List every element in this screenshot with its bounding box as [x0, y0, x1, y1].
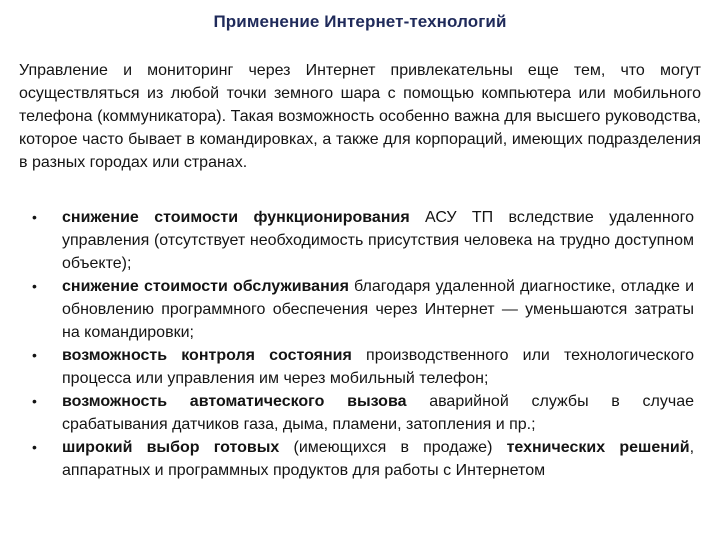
bullet-dot-icon: • [32, 209, 37, 225]
intro-paragraph: Управление и мониторинг через Интернет привлекательны еще тем, что могут осуществляться из любой точки земного шара с помощью компьютера или мобильного телефона (коммуникатора). Такая возможность особенно важна для высшего руководства, которое часто бывает в командировках, а также для корпораций, имеющих подразделения в разных городах или странах. [19, 62, 701, 171]
bullet-item-5 [0, 436, 694, 482]
bullet-item-2 [0, 275, 694, 344]
slide-title: Применение Интернет-технологий [213, 12, 507, 31]
bullet-item-4 [0, 390, 694, 436]
bullet-bold-text: возможность контроля состояния [62, 347, 352, 364]
bullet-text: благодаря удаленной диагностике, отладке и обновлению программного обеспечения через Интернет — уменьшаются затраты на командировки; [62, 278, 694, 341]
bullet-dot-icon: • [32, 439, 37, 455]
bullet-dot-icon: • [32, 393, 37, 409]
bullet-text: (имеющихся в продаже) [279, 439, 507, 456]
bullet-text-2: , аппаратных и программных продуктов для работы с Интернетом [62, 439, 695, 479]
bullet-text: аварийной службы в случае срабатывания датчиков газа, дыма, пламени, затопления и пр.; [62, 393, 694, 433]
bullet-text: АСУ ТП вследствие удаленного управления (отсутствует необходимость присутствия человека на трудно доступном объекте); [62, 209, 695, 272]
bullet-text: производственного или технологического процесса или управления им через мобильный телефон; [62, 347, 694, 387]
bullet-list [0, 206, 720, 482]
bullet-bold-text: снижение стоимости функционирования [62, 209, 410, 226]
bullet-bold-text: снижение стоимости обслуживания [62, 278, 349, 295]
bullet-bold-text-2: технических решений [506, 439, 690, 456]
bullet-dot-icon: • [32, 278, 37, 294]
bullet-item-3 [0, 344, 694, 390]
bullet-bold-text: широкий выбор готовых [62, 439, 280, 456]
bullet-dot-icon: • [32, 347, 37, 363]
bullet-item-1 [0, 206, 694, 275]
bullet-bold-text: возможность автоматического вызова [62, 393, 407, 410]
